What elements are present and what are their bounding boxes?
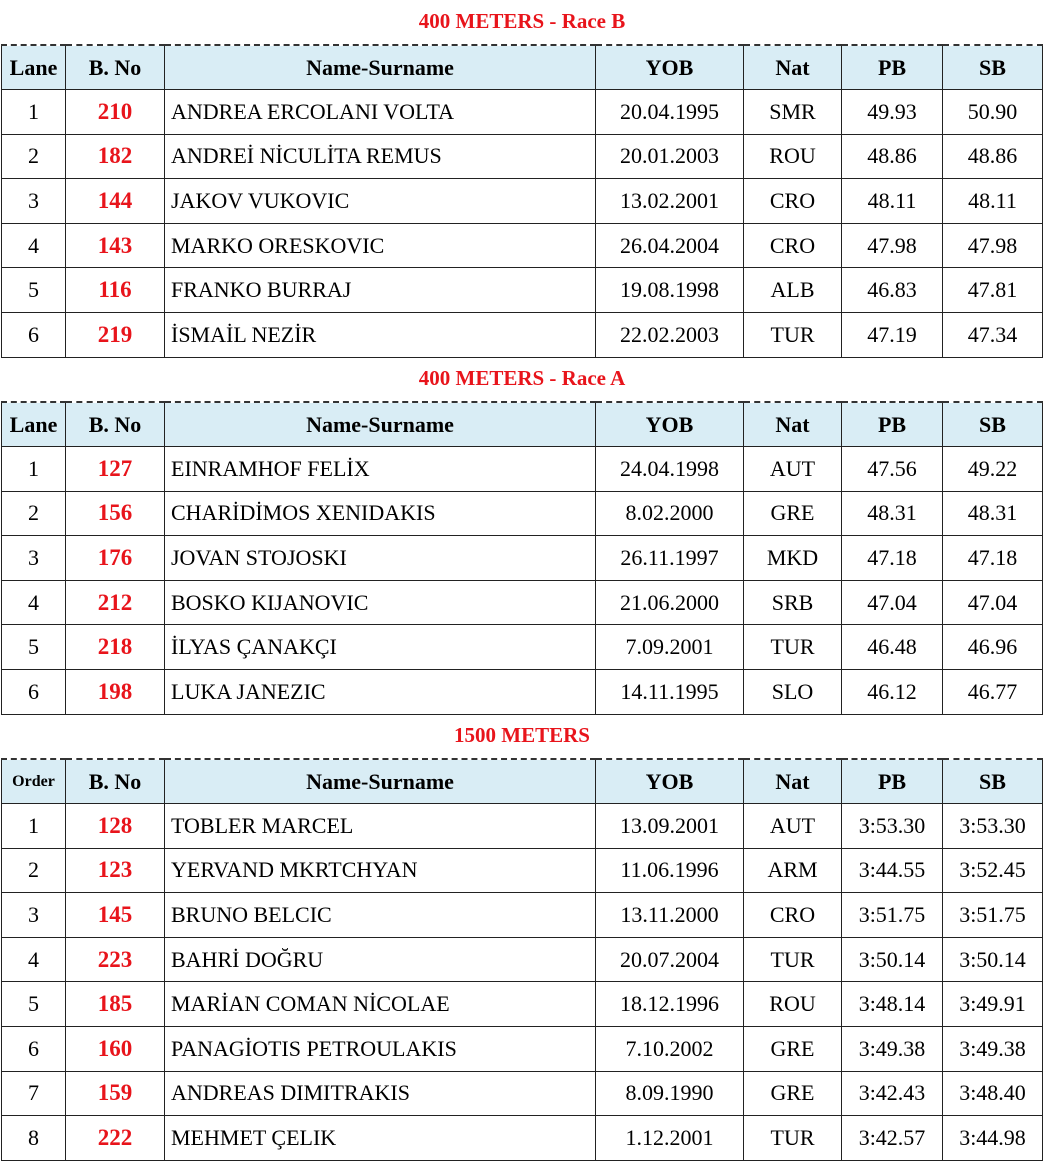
header-row — [2, 45, 1043, 90]
table-row — [2, 313, 1043, 358]
bib-number-cell: 159 — [66, 1071, 165, 1116]
lane-cell: 1 — [2, 90, 66, 135]
yob-cell: 14.11.1995 — [596, 670, 744, 715]
yob-cell: 20.01.2003 — [596, 134, 744, 179]
yob-cell: 7.09.2001 — [596, 625, 744, 670]
lane-cell: 6 — [2, 1027, 66, 1072]
table-row — [2, 670, 1043, 715]
pb-cell: 3:49.38 — [842, 1027, 943, 1072]
lane-cell: 3 — [2, 893, 66, 938]
yob-cell: 1.12.2001 — [596, 1116, 744, 1161]
results-table-400m-race-a — [1, 401, 1043, 715]
col-header-bib: B. No — [66, 402, 165, 447]
pb-cell: 49.93 — [842, 90, 943, 135]
nationality-cell: MKD — [744, 536, 842, 581]
athlete-name-cell: EINRAMHOF FELİX — [165, 447, 596, 492]
lane-cell: 3 — [2, 536, 66, 581]
table-row — [2, 1027, 1043, 1072]
athlete-name-cell: ANDREİ NİCULİTA REMUS — [165, 134, 596, 179]
athlete-name-cell: JAKOV VUKOVIC — [165, 179, 596, 224]
col-header-yob: YOB — [596, 45, 744, 90]
bib-number-cell: 127 — [66, 447, 165, 492]
sb-cell: 47.18 — [943, 536, 1043, 581]
table-row — [2, 982, 1043, 1027]
lane-cell: 4 — [2, 937, 66, 982]
table-row — [2, 134, 1043, 179]
nationality-cell: ROU — [744, 982, 842, 1027]
pb-cell: 47.98 — [842, 223, 943, 268]
pb-cell: 48.31 — [842, 491, 943, 536]
athlete-name-cell: PANAGİOTIS PETROULAKIS — [165, 1027, 596, 1072]
table-row — [2, 179, 1043, 224]
yob-cell: 11.06.1996 — [596, 848, 744, 893]
table-row — [2, 580, 1043, 625]
pb-cell: 3:53.30 — [842, 804, 943, 849]
pb-cell: 46.12 — [842, 670, 943, 715]
col-header-yob: YOB — [596, 402, 744, 447]
sb-cell: 3:51.75 — [943, 893, 1043, 938]
lane-cell: 2 — [2, 848, 66, 893]
yob-cell: 8.09.1990 — [596, 1071, 744, 1116]
section-title-400m-race-b — [0, 0, 1044, 42]
lane-cell: 5 — [2, 982, 66, 1027]
nationality-cell: TUR — [744, 625, 842, 670]
col-header-order: Order — [2, 759, 66, 804]
athlete-name-cell: JOVAN STOJOSKI — [165, 536, 596, 581]
nationality-cell: TUR — [744, 313, 842, 358]
col-header-name: Name-Surname — [165, 402, 596, 447]
col-header-lane: Lane — [2, 402, 66, 447]
header-row — [2, 402, 1043, 447]
nationality-cell: GRE — [744, 1071, 842, 1116]
nationality-cell: SMR — [744, 90, 842, 135]
sb-cell: 48.31 — [943, 491, 1043, 536]
lane-cell: 6 — [2, 313, 66, 358]
table-row — [2, 90, 1043, 135]
sb-cell: 3:48.40 — [943, 1071, 1043, 1116]
sb-cell: 3:49.91 — [943, 982, 1043, 1027]
sb-cell: 3:53.30 — [943, 804, 1043, 849]
athlete-name-cell: MARKO ORESKOVIC — [165, 223, 596, 268]
section-title-text: 1500 METERS — [454, 723, 590, 747]
table-row — [2, 1116, 1043, 1161]
yob-cell: 19.08.1998 — [596, 268, 744, 313]
yob-cell: 21.06.2000 — [596, 580, 744, 625]
yob-cell: 7.10.2002 — [596, 1027, 744, 1072]
yob-cell: 18.12.1996 — [596, 982, 744, 1027]
pb-cell: 46.48 — [842, 625, 943, 670]
sb-cell: 49.22 — [943, 447, 1043, 492]
sb-cell: 3:50.14 — [943, 937, 1043, 982]
lane-cell: 1 — [2, 804, 66, 849]
table-row — [2, 447, 1043, 492]
pb-cell: 47.04 — [842, 580, 943, 625]
lane-cell: 4 — [2, 580, 66, 625]
bib-number-cell: 198 — [66, 670, 165, 715]
nationality-cell: SLO — [744, 670, 842, 715]
col-header-nat: Nat — [744, 759, 842, 804]
nationality-cell: AUT — [744, 447, 842, 492]
col-header-sb: SB — [943, 45, 1043, 90]
section-title-text: 400 METERS - Race B — [418, 9, 626, 33]
pb-cell: 46.83 — [842, 268, 943, 313]
bib-number-cell: 128 — [66, 804, 165, 849]
nationality-cell: CRO — [744, 893, 842, 938]
bib-number-cell: 156 — [66, 491, 165, 536]
bib-number-cell: 223 — [66, 937, 165, 982]
bib-number-cell: 182 — [66, 134, 165, 179]
table-row — [2, 848, 1043, 893]
results-table-1500m — [1, 758, 1043, 1161]
pb-cell: 48.86 — [842, 134, 943, 179]
col-header-sb: SB — [943, 402, 1043, 447]
table-row — [2, 937, 1043, 982]
lane-cell: 5 — [2, 625, 66, 670]
col-header-nat: Nat — [744, 402, 842, 447]
bib-number-cell: 144 — [66, 179, 165, 224]
sb-cell: 47.98 — [943, 223, 1043, 268]
col-header-pb: PB — [842, 759, 943, 804]
table-row — [2, 223, 1043, 268]
bib-number-cell: 123 — [66, 848, 165, 893]
nationality-cell: CRO — [744, 223, 842, 268]
sb-cell: 50.90 — [943, 90, 1043, 135]
sb-cell: 47.04 — [943, 580, 1043, 625]
table-body — [2, 447, 1043, 715]
athlete-name-cell: TOBLER MARCEL — [165, 804, 596, 849]
yob-cell: 20.07.2004 — [596, 937, 744, 982]
yob-cell: 26.04.2004 — [596, 223, 744, 268]
bib-number-cell: 176 — [66, 536, 165, 581]
section-title-text: 400 METERS - Race A — [418, 366, 626, 390]
nationality-cell: SRB — [744, 580, 842, 625]
col-header-pb: PB — [842, 45, 943, 90]
bib-number-cell: 145 — [66, 893, 165, 938]
lane-cell: 4 — [2, 223, 66, 268]
athlete-name-cell: ANDREAS DIMITRAKIS — [165, 1071, 596, 1116]
bib-number-cell: 222 — [66, 1116, 165, 1161]
header-row — [2, 759, 1043, 804]
pb-cell: 47.56 — [842, 447, 943, 492]
nationality-cell: ROU — [744, 134, 842, 179]
bib-number-cell: 210 — [66, 90, 165, 135]
athlete-name-cell: LUKA JANEZIC — [165, 670, 596, 715]
pb-cell: 3:42.57 — [842, 1116, 943, 1161]
athlete-name-cell: MARİAN COMAN NİCOLAE — [165, 982, 596, 1027]
table-row — [2, 1071, 1043, 1116]
sb-cell: 46.77 — [943, 670, 1043, 715]
nationality-cell: ALB — [744, 268, 842, 313]
bib-number-cell: 143 — [66, 223, 165, 268]
col-header-bib: B. No — [66, 45, 165, 90]
yob-cell: 13.09.2001 — [596, 804, 744, 849]
pb-cell: 3:50.14 — [842, 937, 943, 982]
pb-cell: 3:51.75 — [842, 893, 943, 938]
yob-cell: 13.02.2001 — [596, 179, 744, 224]
pb-cell: 3:48.14 — [842, 982, 943, 1027]
nationality-cell: TUR — [744, 1116, 842, 1161]
lane-cell: 5 — [2, 268, 66, 313]
athlete-name-cell: CHARİDİMOS XENIDAKIS — [165, 491, 596, 536]
lane-cell: 7 — [2, 1071, 66, 1116]
table-row — [2, 804, 1043, 849]
athlete-name-cell: BAHRİ DOĞRU — [165, 937, 596, 982]
yob-cell: 24.04.1998 — [596, 447, 744, 492]
sb-cell: 48.86 — [943, 134, 1043, 179]
pb-cell: 48.11 — [842, 179, 943, 224]
col-header-bib: B. No — [66, 759, 165, 804]
athlete-name-cell: BRUNO BELCIC — [165, 893, 596, 938]
lane-cell: 3 — [2, 179, 66, 224]
lane-cell: 1 — [2, 447, 66, 492]
pb-cell: 47.18 — [842, 536, 943, 581]
lane-cell: 8 — [2, 1116, 66, 1161]
bib-number-cell: 116 — [66, 268, 165, 313]
lane-cell: 2 — [2, 491, 66, 536]
table-row — [2, 491, 1043, 536]
sb-cell: 47.81 — [943, 268, 1043, 313]
col-header-nat: Nat — [744, 45, 842, 90]
athlete-name-cell: YERVAND MKRTCHYAN — [165, 848, 596, 893]
col-header-pb: PB — [842, 402, 943, 447]
pb-cell: 3:42.43 — [842, 1071, 943, 1116]
bib-number-cell: 218 — [66, 625, 165, 670]
athlete-name-cell: İSMAİL NEZİR — [165, 313, 596, 358]
col-header-yob: YOB — [596, 759, 744, 804]
bib-number-cell: 160 — [66, 1027, 165, 1072]
athlete-name-cell: BOSKO KIJANOVIC — [165, 580, 596, 625]
athlete-name-cell: ANDREA ERCOLANI VOLTA — [165, 90, 596, 135]
sb-cell: 48.11 — [943, 179, 1043, 224]
sb-cell: 3:44.98 — [943, 1116, 1043, 1161]
lane-cell: 2 — [2, 134, 66, 179]
sb-cell: 46.96 — [943, 625, 1043, 670]
col-header-name: Name-Surname — [165, 759, 596, 804]
sb-cell: 3:49.38 — [943, 1027, 1043, 1072]
bib-number-cell: 185 — [66, 982, 165, 1027]
results-table-400m-race-b — [1, 44, 1043, 358]
yob-cell: 26.11.1997 — [596, 536, 744, 581]
pb-cell: 47.19 — [842, 313, 943, 358]
yob-cell: 13.11.2000 — [596, 893, 744, 938]
yob-cell: 20.04.1995 — [596, 90, 744, 135]
table-row — [2, 893, 1043, 938]
table-body — [2, 90, 1043, 358]
sb-cell: 3:52.45 — [943, 848, 1043, 893]
nationality-cell: TUR — [744, 937, 842, 982]
sb-cell: 47.34 — [943, 313, 1043, 358]
nationality-cell: GRE — [744, 491, 842, 536]
athlete-name-cell: FRANKO BURRAJ — [165, 268, 596, 313]
athlete-name-cell: MEHMET ÇELIK — [165, 1116, 596, 1161]
bib-number-cell: 212 — [66, 580, 165, 625]
lane-cell: 6 — [2, 670, 66, 715]
section-title-400m-race-a — [0, 357, 1044, 399]
col-header-lane: Lane — [2, 45, 66, 90]
nationality-cell: CRO — [744, 179, 842, 224]
table-row — [2, 536, 1043, 581]
section-title-1500m — [0, 714, 1044, 756]
bib-number-cell: 219 — [66, 313, 165, 358]
pb-cell: 3:44.55 — [842, 848, 943, 893]
col-header-sb: SB — [943, 759, 1043, 804]
table-body — [2, 804, 1043, 1161]
nationality-cell: GRE — [744, 1027, 842, 1072]
nationality-cell: AUT — [744, 804, 842, 849]
table-row — [2, 268, 1043, 313]
table-row — [2, 625, 1043, 670]
yob-cell: 22.02.2003 — [596, 313, 744, 358]
athlete-name-cell: İLYAS ÇANAKÇI — [165, 625, 596, 670]
yob-cell: 8.02.2000 — [596, 491, 744, 536]
col-header-name: Name-Surname — [165, 45, 596, 90]
nationality-cell: ARM — [744, 848, 842, 893]
